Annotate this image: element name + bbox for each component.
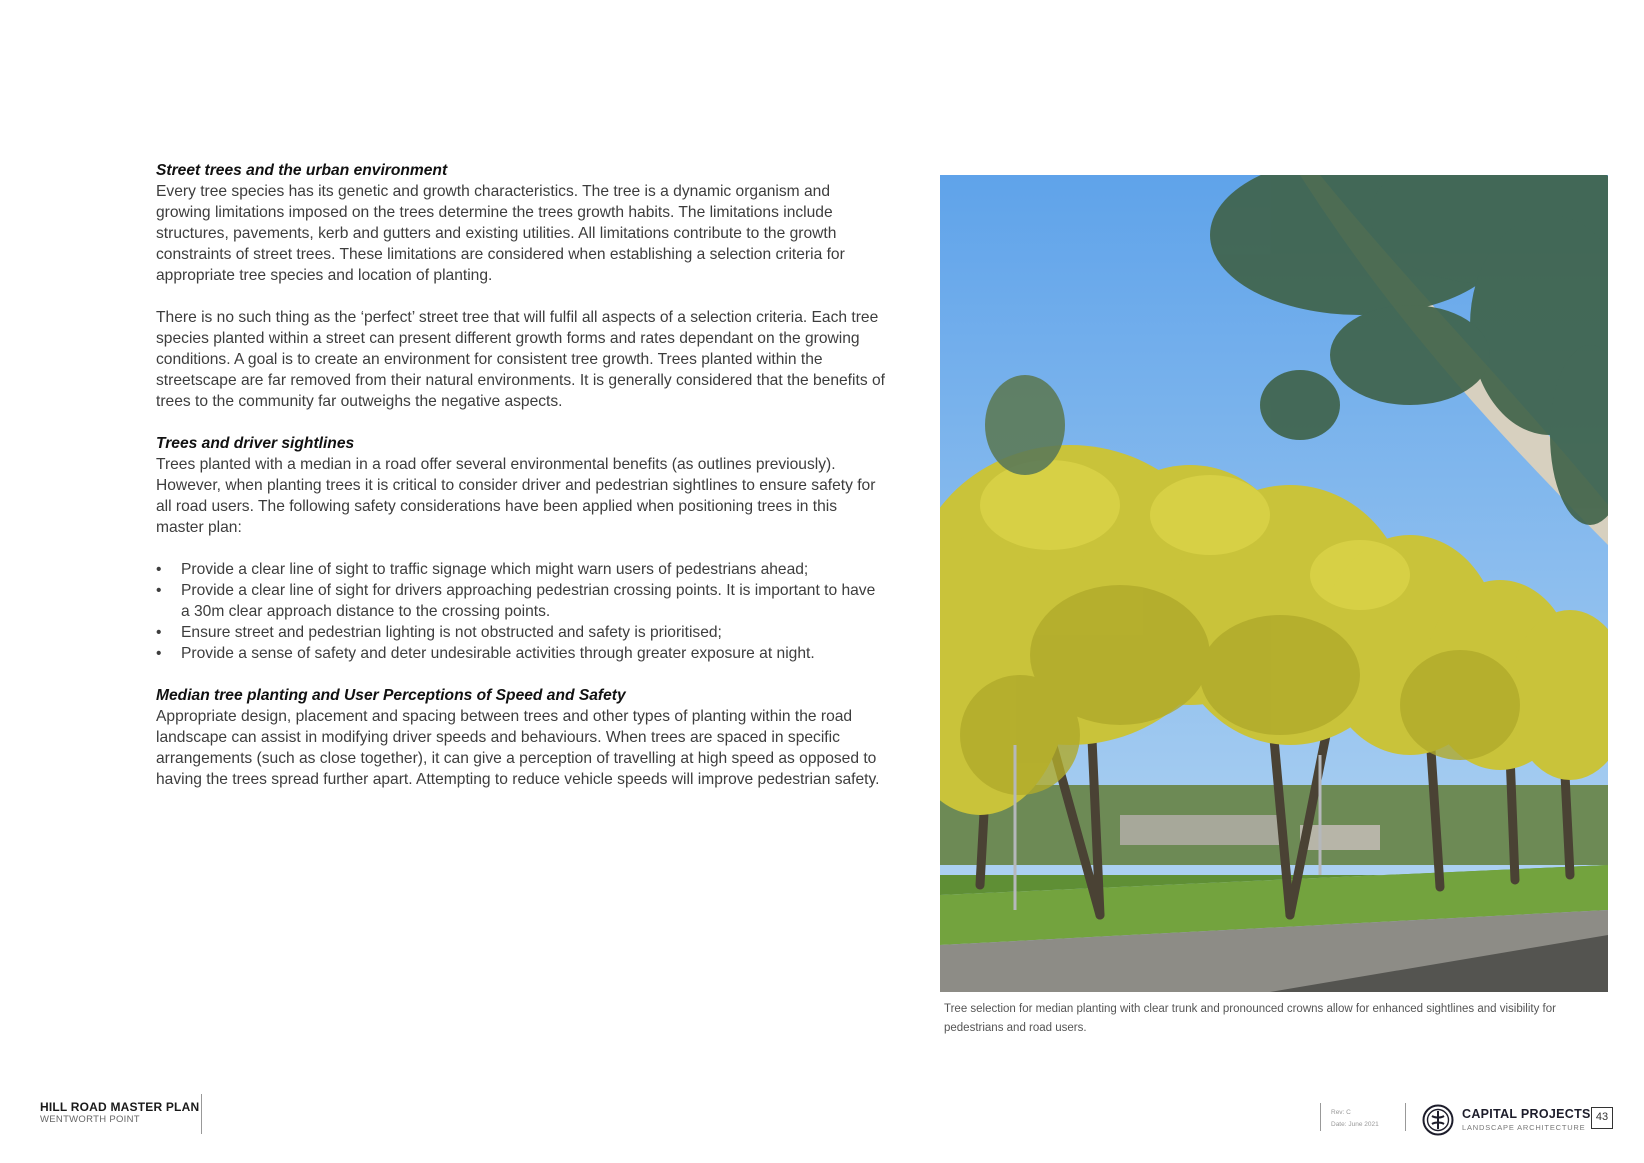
street-trees-illustration [940,175,1608,992]
section-heading: Median tree planting and User Perceptions of Speed and Safety [156,687,626,704]
paragraph: There is no such thing as the ‘perfect’ street tree that will fulfil all aspects of a selection criteria. Each tree species planted within a street can present different growth forms and rates dependant on the growing conditions. A goal is to create an environment for consistent tree growth. Trees planted within the streetscape are far removed from their natural environments. It is generally considered that the benefits of trees to the community far outweighs the negative aspects. [156,309,885,410]
footer-divider [201,1094,202,1134]
section-heading: Trees and driver sightlines [156,435,355,452]
brand [1462,1107,1591,1133]
council-logo-icon [1422,1104,1454,1136]
list-item: • Provide a clear line of sight for drivers approaching pedestrian crossing points. It is important to have a 30m clear approach distance to the crossing points. [156,580,886,622]
brand-title: CAPITAL PROJECTS [1462,1107,1591,1121]
paragraph: Every tree species has its genetic and growth characteristics. The tree is a dynamic organism and growing limitations imposed on the trees determine the trees growth habits. The limitations include structures, pavements, kerb and gutters and existing utilities. All limitations contribute to the growth constraints of street trees. These limitations are considered when establishing a selection criteria for appropriate tree species and location of planting. [156,183,845,284]
bullet-list [156,559,886,664]
date-label: Date: June 2021 [1331,1121,1379,1128]
footer-divider [1405,1103,1406,1131]
paragraph: Trees planted with a median in a road offer several environmental benefits (as outlines previously). However, when planting trees it is critical to consider driver and pedestrian sightlines to ensure safety for all road users. The following safety considerations have been applied when positioning trees in this master plan: [156,456,876,536]
paragraph: Appropriate design, placement and spacing between trees and other types of planting within the road landscape can assist in modifying driver speeds and behaviours. When trees are spaced in specific arrangements (such as close together), it can give a perception of travelling at high speed as opposed to having the trees spread further apart. Attempting to reduce vehicle speeds will improve pedestrian safety. [156,708,880,788]
section-heading: Street trees and the urban environment [156,162,448,179]
list-item: • Provide a sense of safety and deter undesirable activities through greater exposure at night. [156,643,886,664]
document-title: HILL ROAD MASTER PLAN [40,1100,200,1114]
brand-subtitle: LANDSCAPE ARCHITECTURE [1462,1123,1586,1132]
body-text [156,160,886,811]
photo-caption: Tree selection for median planting with clear trunk and pronounced crowns allow for enhanced sightlines and visibility for pedestrians and road users. [944,1003,1556,1034]
revision-info [1331,1107,1379,1131]
list-item: • Ensure street and pedestrian lighting is not obstructed and safety is prioritised; [156,622,886,643]
document-subtitle: WENTWORTH POINT [40,1114,140,1125]
revision-label: Rev: C [1331,1109,1351,1116]
street-trees-photo [940,175,1608,992]
list-item: • Provide a clear line of sight to traffic signage which might warn users of pedestrians ahead; [156,559,886,580]
page-number: 43 [1591,1107,1613,1129]
footer-document-title [40,1100,199,1126]
footer-divider [1320,1103,1321,1131]
